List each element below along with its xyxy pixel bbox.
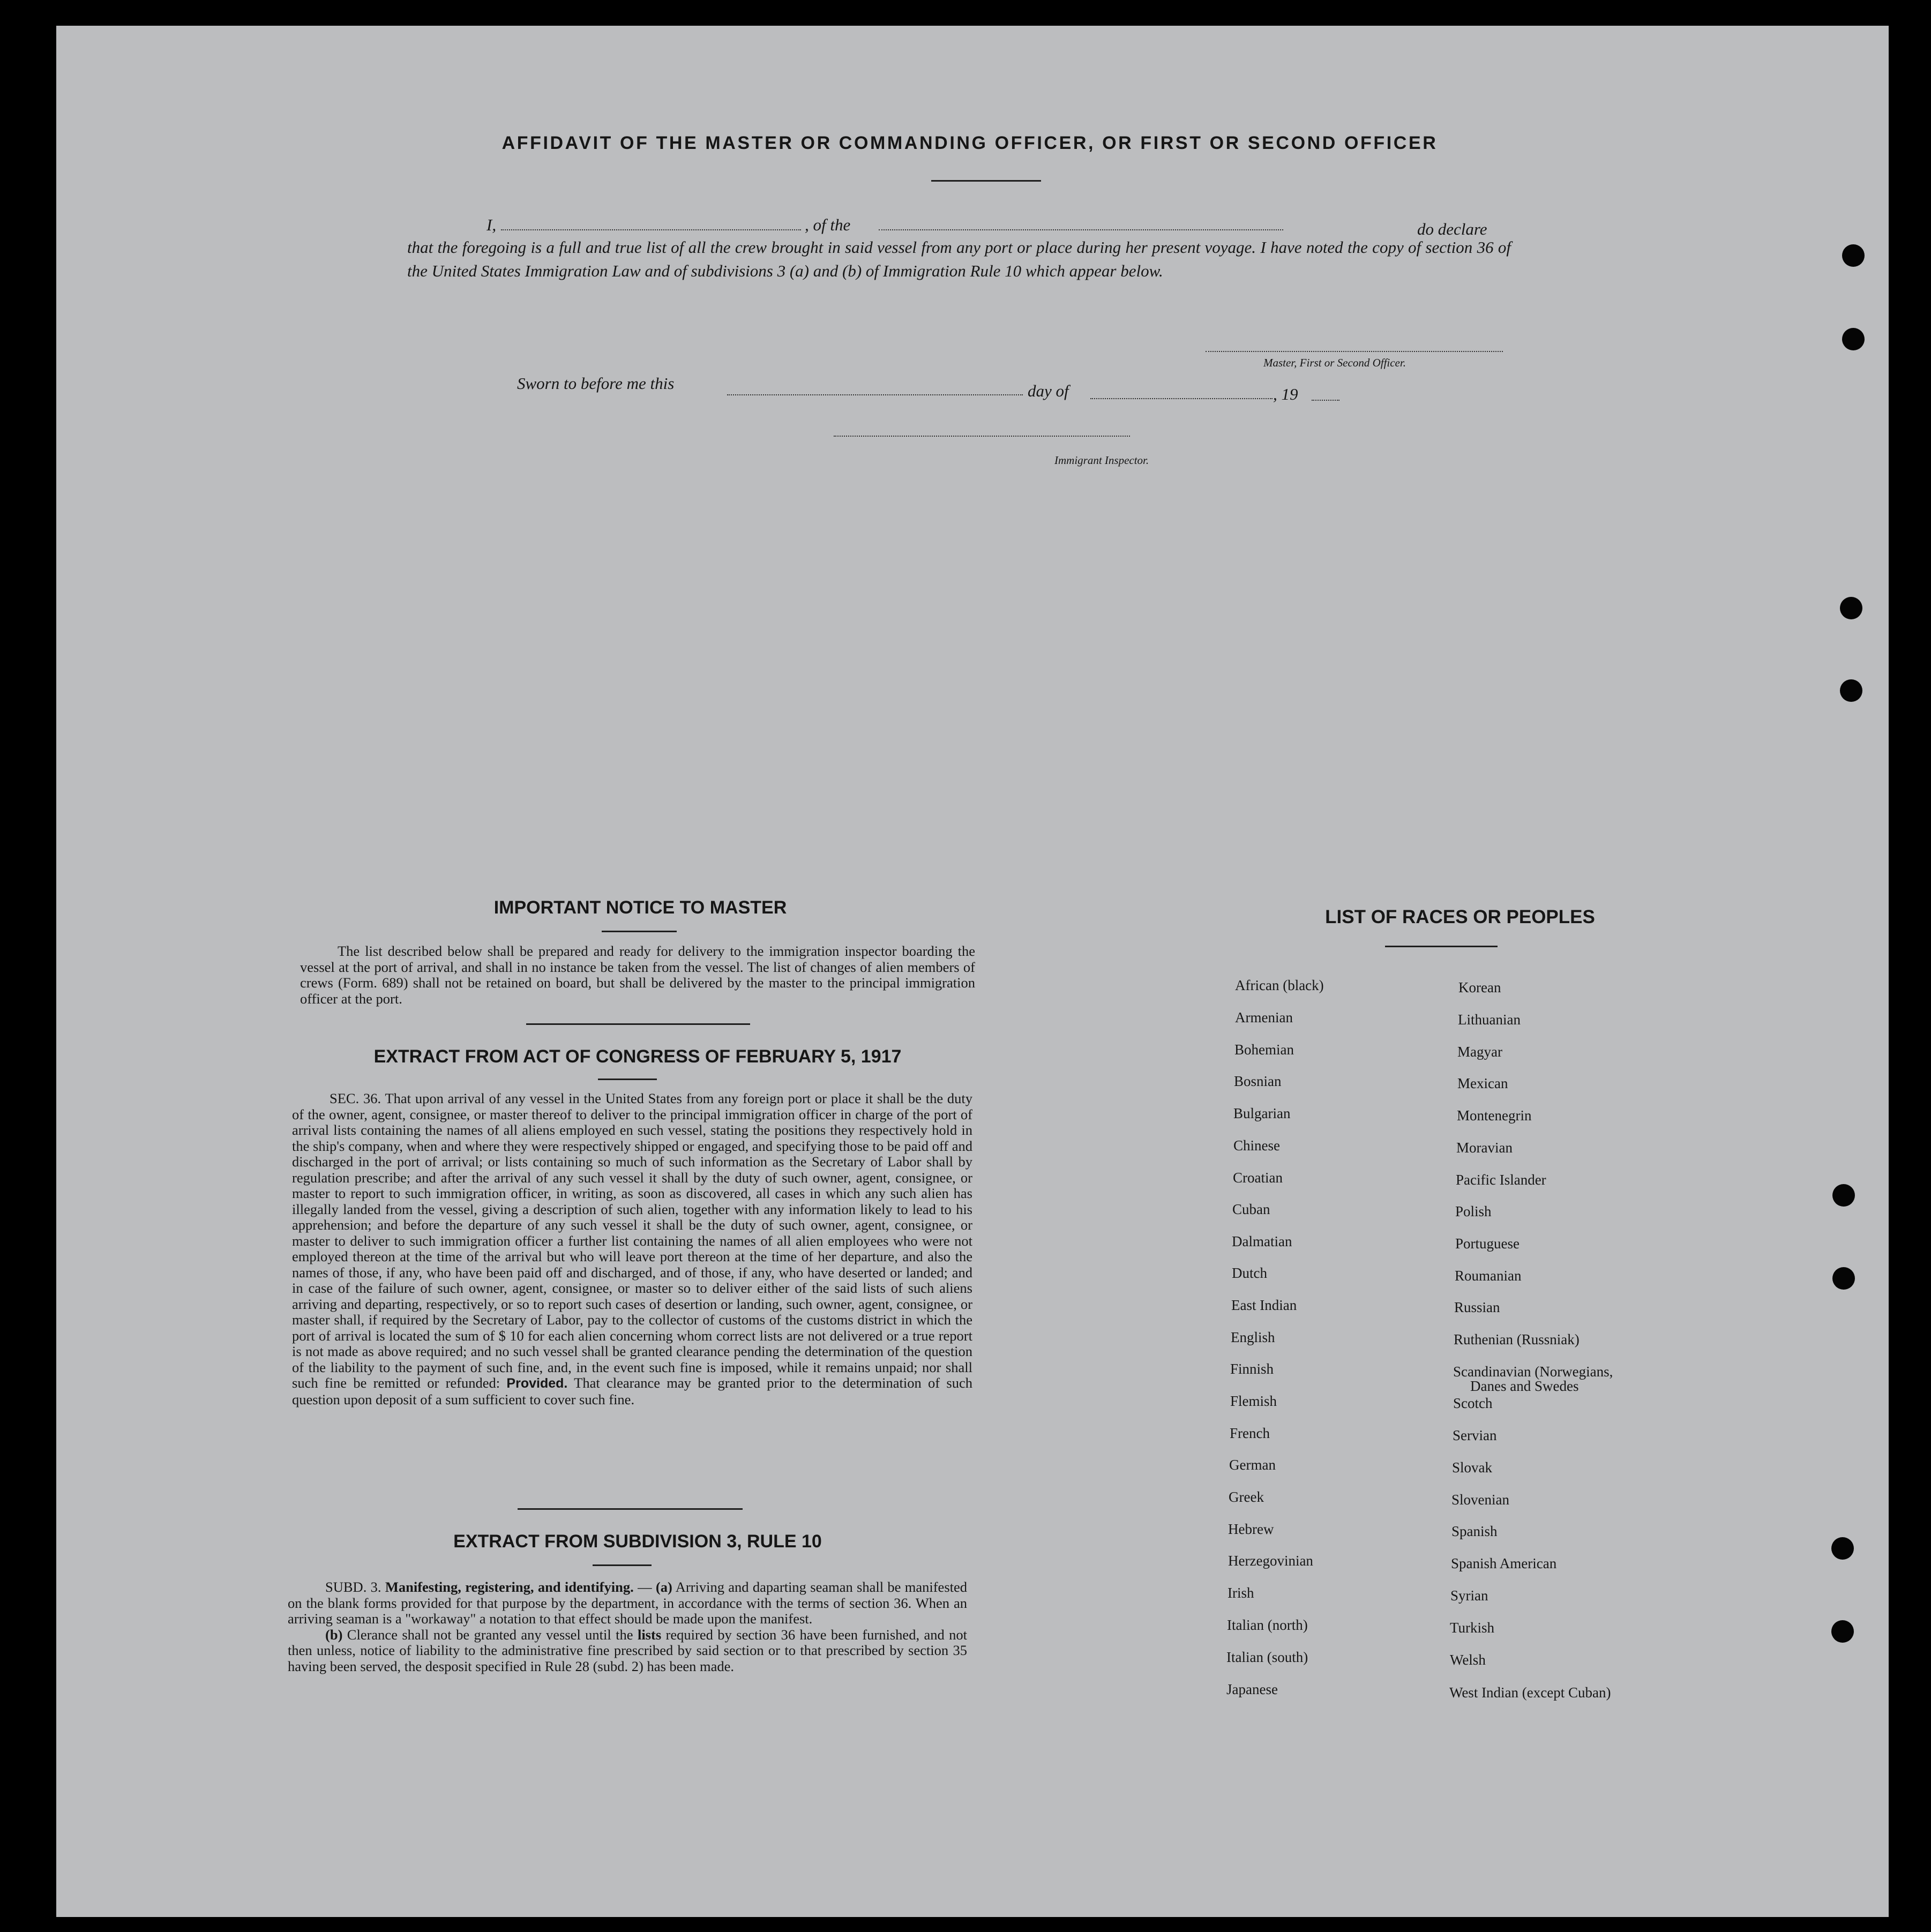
i-label: I, <box>487 215 497 234</box>
race-item: African (black) <box>1235 977 1324 993</box>
race-item: Bohemian <box>1234 1042 1294 1058</box>
race-item: Dutch <box>1232 1265 1267 1281</box>
race-item: West Indian (except Cuban) <box>1449 1684 1611 1701</box>
provided-label: Provided. <box>506 1376 568 1391</box>
race-item: Chinese <box>1233 1137 1280 1154</box>
day-of-label: day of <box>1028 381 1069 400</box>
race-item: Hebrew <box>1228 1521 1274 1537</box>
race-item: Moravian <box>1456 1140 1513 1156</box>
sworn-label: Sworn to before me this <box>517 374 675 393</box>
races-heading: LIST OF RACES OR PEOPLES <box>1325 907 1595 927</box>
notice-divider <box>526 1023 750 1025</box>
act-text <box>292 1091 972 1407</box>
race-item: Herzegovinian <box>1228 1553 1313 1569</box>
act-divider <box>518 1508 743 1510</box>
race-item: Slovak <box>1452 1459 1493 1476</box>
race-item: Italian (north) <box>1227 1617 1308 1633</box>
race-item: Dalmatian <box>1232 1233 1292 1249</box>
do-declare-label: do declare <box>1417 220 1487 238</box>
rule-text <box>288 1579 967 1674</box>
rule-underline <box>593 1564 652 1566</box>
race-item: German <box>1229 1457 1276 1473</box>
race-item: Greek <box>1229 1489 1264 1505</box>
punch-hole <box>1842 328 1865 350</box>
race-item: French <box>1230 1425 1270 1441</box>
master-signature-field[interactable] <box>1206 351 1503 352</box>
race-item: Danes and Swedes <box>1470 1378 1579 1394</box>
notice-heading: IMPORTANT NOTICE TO MASTER <box>493 897 787 918</box>
race-item: Flemish <box>1230 1393 1277 1409</box>
race-item: Croatian <box>1233 1170 1283 1186</box>
act-section-36: SEC. 36. That upon arrival of any vessel in the United States from any foreign port or place it shall be the duty of the owner, agent, consignee, or master thereof to deliver to the principal immigration officer in charge of the port of arrival lists containing the names of all aliens employed en such vessel, stating the positions they respectively hold in the ship's company, when and where they were respectively shipped or engaged, and specifying those to be paid off and discharged in the port of arrival; or lists containing so much of such information as the Secretary of Labor shall by regulation prescribe; and after the arrival of any such vessel it shall by the duty of such owner, agent, consignee, or master to report to such immigration officer, in writing, as soon as discovered, all cases in which any such alien has illegally landed from the vessel, giving a description of such alien, together with any information likely to lead to his apprehension; and before the departure of any such vessel it shall be the duty of such owner, agent, consignee, or master to deliver to such immigration officer a further list containing the names of all alien employees who were not employed thereon at the time of the arrival but who will leave port thereon at the time of her departure, and also the names of those, if any, who have been paid off and discharged, and of those, if any, who have deserted or landed; and in case of the failure of such owner, agent, consignee, or master so to deliver either of the said lists of such aliens arriving and departing, respectively, or so to report such cases of desertion or landing, such owner, agent, consignee, or master shall, if required by the Secretary of Labor, pay to the collector of customs of the customs district in which the port of arrival is located the sum of $ 10 for each alien concerning whom correct lists are not delivered or a true report is not made as above required; and no such vessel shall be granted clearance pending the determination of the question of the liability to the payment of such fine, and, in the event such fine is imposed, while it remains unpaid; nor shall such fine be remitted or refunded: Provided. That clearance may be granted prior to the determination of such question upon deposit of a sum sufficient to cover such fine. <box>292 1090 972 1407</box>
master-signature-label: Master, First or Second Officer. <box>1263 356 1406 369</box>
sworn-day-field[interactable] <box>727 394 1023 395</box>
notice-underline <box>602 931 677 932</box>
race-item: Italian (south) <box>1226 1649 1308 1665</box>
affidavit-title: AFFIDAVIT OF THE MASTER OR COMMANDING OFFICER, OR FIRST OR SECOND OFFICER <box>502 133 1438 153</box>
race-item: Spanish American <box>1451 1555 1557 1571</box>
race-item: Roumanian <box>1455 1268 1522 1284</box>
race-item: Finnish <box>1230 1361 1274 1377</box>
race-item: Magyar <box>1457 1044 1502 1060</box>
punch-hole <box>1831 1537 1854 1560</box>
officer-name-field[interactable] <box>501 229 801 230</box>
title-underline <box>931 180 1041 182</box>
race-item: Russian <box>1454 1299 1500 1315</box>
act-heading: EXTRACT FROM ACT OF CONGRESS OF FEBRUARY 5, 1917 <box>373 1046 902 1067</box>
race-item: Cuban <box>1232 1201 1270 1217</box>
race-item: Spanish <box>1451 1523 1498 1539</box>
race-item: Slovenian <box>1451 1492 1509 1508</box>
rule-heading: EXTRACT FROM SUBDIVISION 3, RULE 10 <box>453 1531 822 1552</box>
of-the-label: , of the <box>805 215 851 234</box>
notice-paragraph: The list described below shall be prepared and ready for delivery to the immigration inspector boarding the vessel at the port of arrival, and shall in no instance be taken from the vessel. The list of changes of alien members of crews (Form. 689) shall not be retained on board, but shall be delivered by the master to the principal immigration officer at the port. <box>300 943 975 1007</box>
race-item: Montenegrin <box>1457 1107 1532 1124</box>
punch-hole <box>1840 597 1862 619</box>
race-item: Turkish <box>1450 1620 1495 1636</box>
race-item: Armenian <box>1235 1009 1293 1025</box>
race-item: Portuguese <box>1455 1235 1520 1252</box>
race-item: Bulgarian <box>1233 1105 1291 1121</box>
affidavit-declaration <box>407 213 1511 283</box>
rule-subd-a: SUBD. 3. Manifesting, registering, and identifying. — (a) Arriving and daparting seaman shall be manifested on the blank forms provided for that purpose by the department, in accordance with the terms of section 36. When an arriving seaman is a "workaway" a notation to that effect should be made upon the manifest. <box>288 1579 968 1627</box>
race-item: Bosnian <box>1234 1073 1282 1089</box>
sworn-year-field[interactable] <box>1312 400 1339 401</box>
punch-hole <box>1831 1620 1854 1643</box>
race-item: Scandinavian (Norwegians, <box>1453 1364 1613 1380</box>
punch-hole <box>1842 244 1865 267</box>
punch-hole <box>1832 1184 1855 1207</box>
race-item: Pacific Islander <box>1456 1172 1546 1188</box>
year-label: , 19 <box>1273 385 1298 403</box>
vessel-name-field[interactable] <box>879 229 1283 230</box>
race-item: Scotch <box>1453 1395 1493 1411</box>
act-underline <box>598 1079 657 1080</box>
punch-hole <box>1832 1267 1855 1290</box>
race-item: Irish <box>1228 1585 1254 1601</box>
race-item: Syrian <box>1450 1587 1488 1604</box>
race-item: Polish <box>1455 1203 1492 1219</box>
notice-text <box>300 943 975 1007</box>
inspector-signature-field[interactable] <box>834 436 1130 437</box>
declaration-text: that the foregoing is a full and true list of all the crew brought in said vessel from any port or place during her present voyage. I have noted the copy of section 36 of the United States Immigration Law and of subdivisions 3 (a) and (b) of Immigration Rule 10 which appear below. <box>407 238 1511 280</box>
race-item: East Indian <box>1231 1297 1297 1313</box>
race-item: Japanese <box>1226 1681 1278 1697</box>
inspector-label: Immigrant Inspector. <box>1054 454 1149 467</box>
punch-hole <box>1840 679 1862 702</box>
races-underline <box>1385 946 1498 947</box>
race-item: Lithuanian <box>1458 1012 1521 1028</box>
race-item: Mexican <box>1457 1075 1508 1091</box>
rule-subd-b: (b) Clerance shall not be granted any vessel until the lists required by section 36 have been furnished, and not then unless, notice of liability to the administrative fine prescribed by said section or to that prescribed by section 35 having been served, the desposit specified in Rule 28 (subd. 2) has been made. <box>288 1626 967 1674</box>
race-item: Korean <box>1458 979 1501 995</box>
race-item: Ruthenian (Russniak) <box>1454 1331 1580 1347</box>
sworn-month-field[interactable] <box>1090 398 1273 399</box>
race-item: Welsh <box>1450 1652 1486 1668</box>
race-item: Servian <box>1453 1427 1497 1443</box>
race-item: English <box>1231 1329 1275 1345</box>
